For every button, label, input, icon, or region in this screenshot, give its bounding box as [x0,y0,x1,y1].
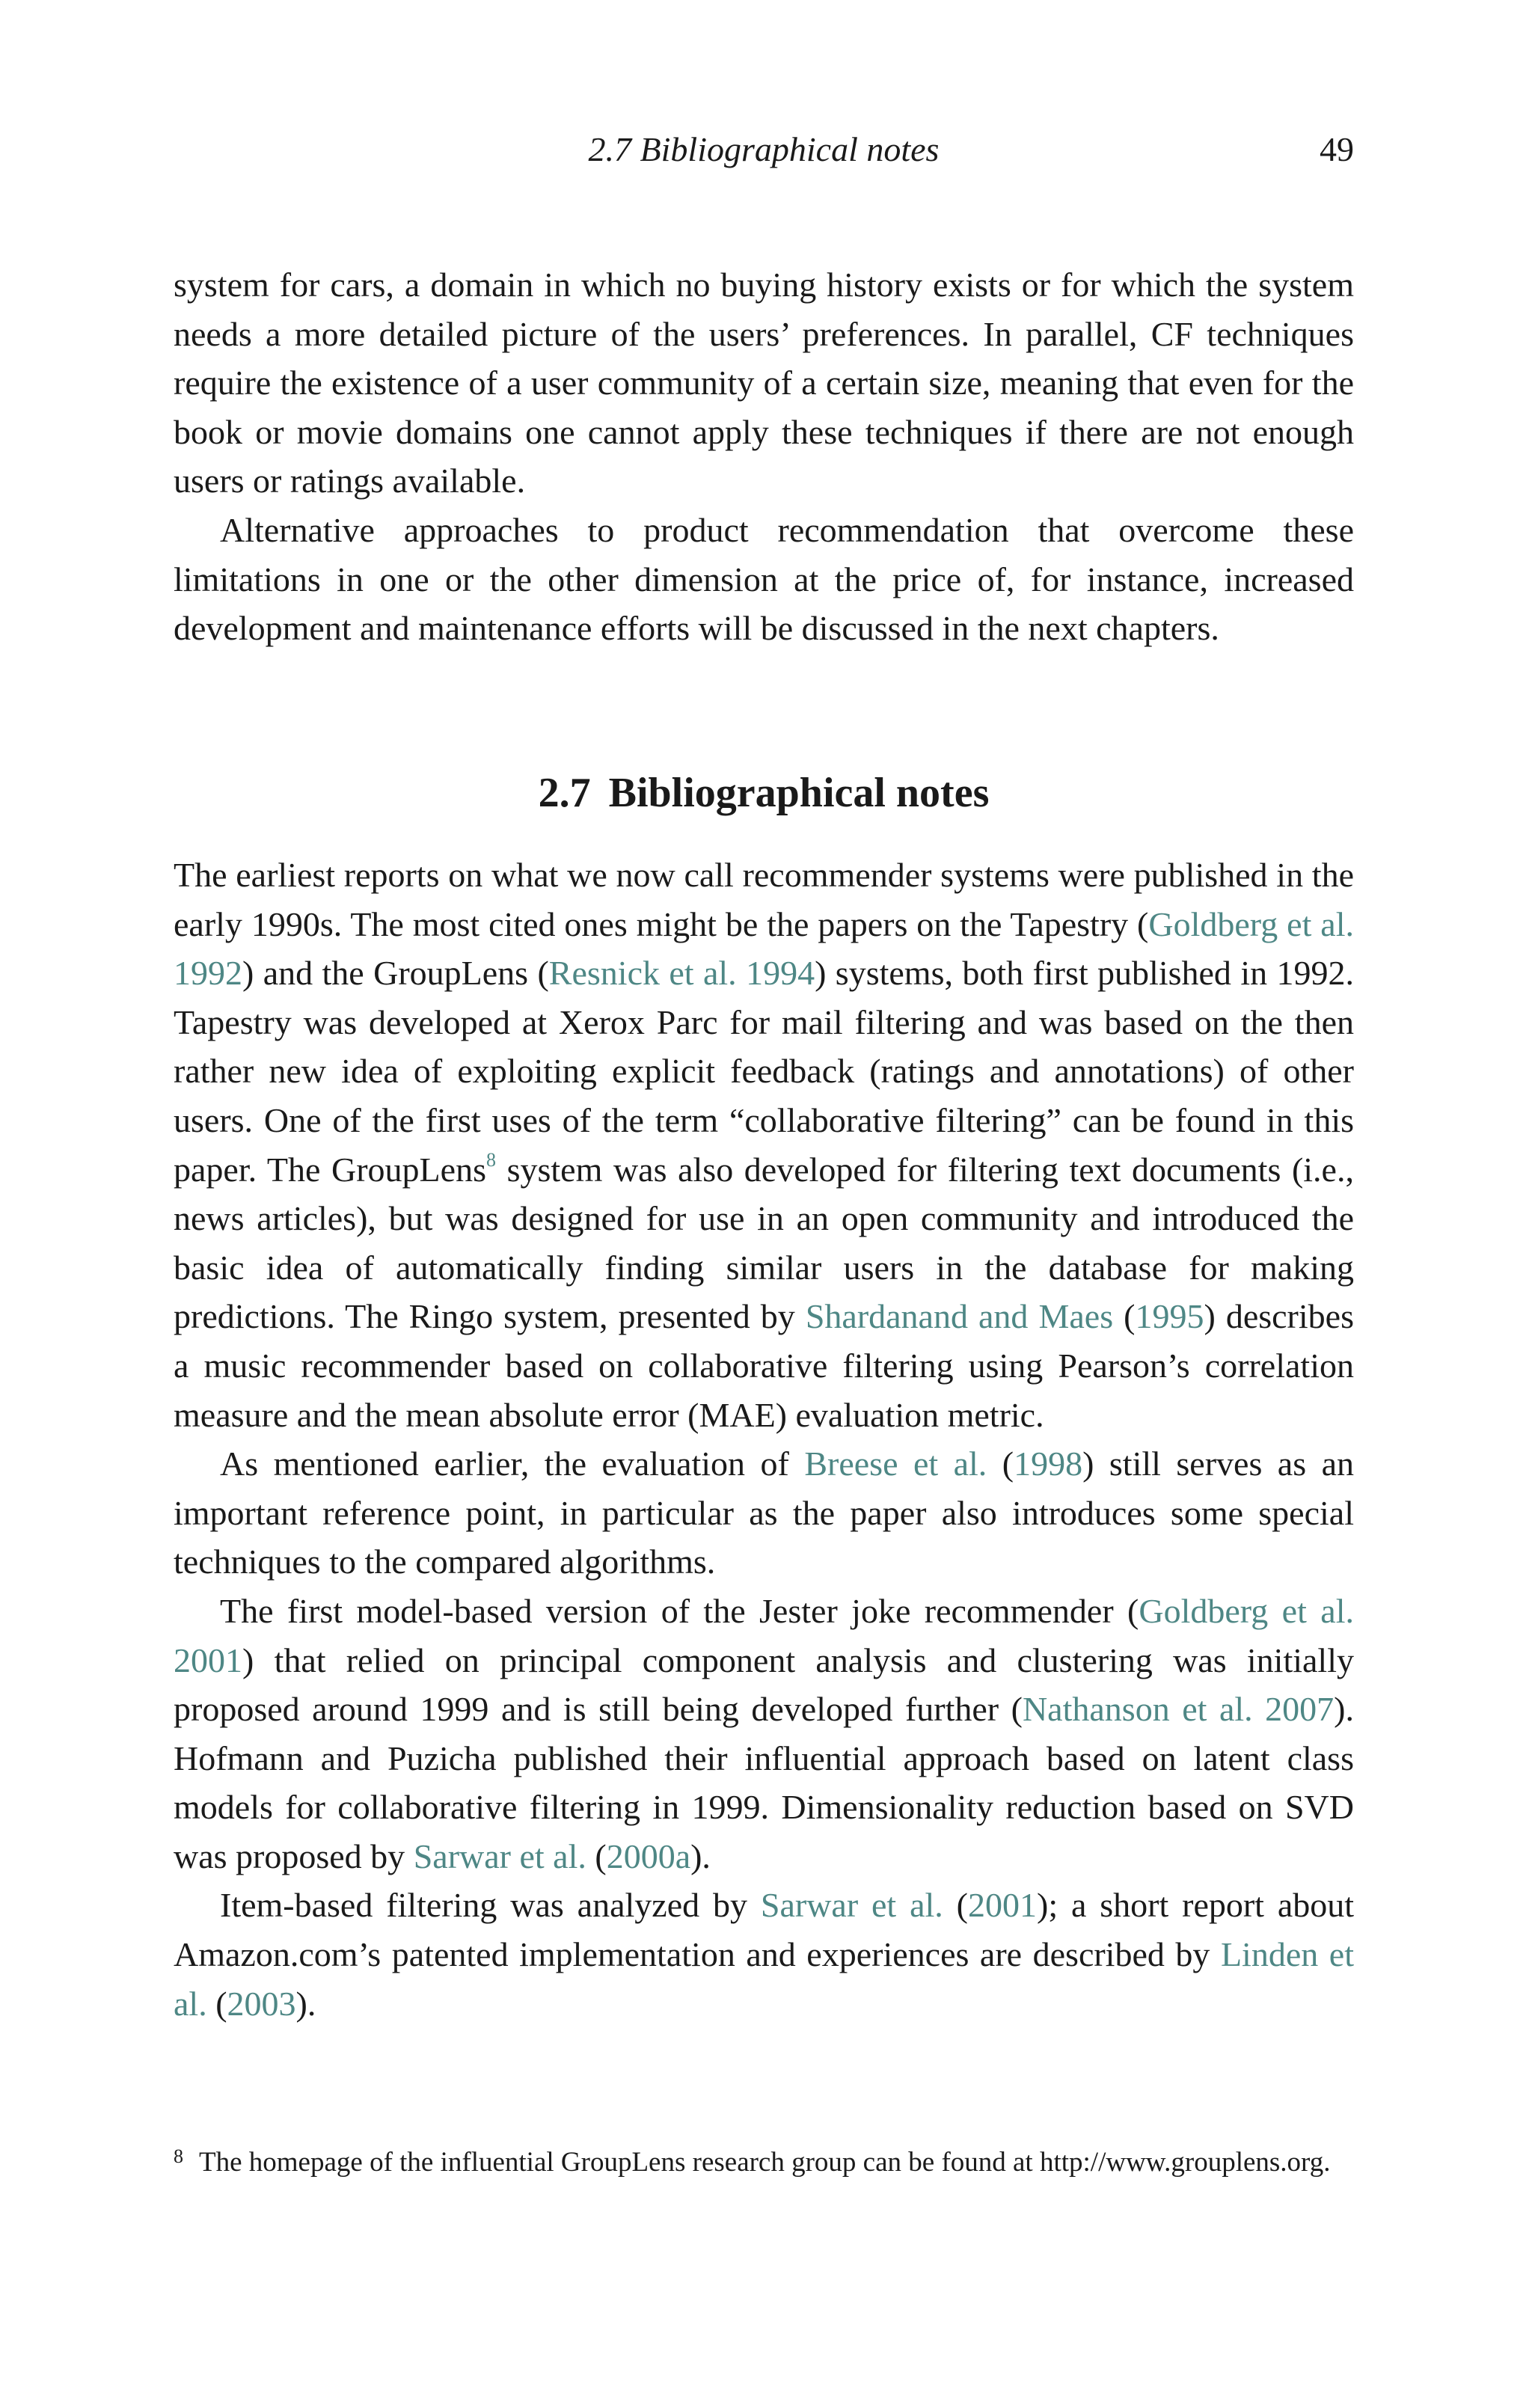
citation-link[interactable]: 1998 [1014,1445,1083,1483]
section-body [174,851,1354,2028]
footnote-marker: 8 [174,2145,183,2167]
text-run: ) that relied on principal component analysis and clustering was initially proposed around 1999 and is still being developed further ( [174,1640,1354,1729]
citation-link[interactable]: Nathanson et al. 2007 [1022,1690,1335,1729]
citation-link[interactable]: Breese et al. [804,1445,987,1483]
citation-link[interactable]: Sarwar et al. [413,1836,586,1875]
text-run: ( [943,1886,968,1925]
text-run: system was also developed for filtering text documents (i.e., news articles), but was designed for use in an open community and introduced the basic idea of automatically finding similar users in the database for making predictions. The Ringo system, presented by [174,1150,1354,1336]
running-header [174,126,1354,174]
paragraph [174,851,1354,1439]
footnote-text: The homepage of the influential GroupLens research group can be found at http://www.grouplens.org. [199,2147,1331,2178]
citation-link[interactable]: Linden et al. [174,1935,1354,2023]
paragraph: system for cars, a domain in which no buying history exists or for which the system needs a more detailed picture of the users’ preferences. In parallel, CF techniques require the existence of a user community of a certain size, meaning that even for the book or movie domains one cannot apply these techniques if there are not enough users or ratings available. [174,266,1354,500]
citation-link[interactable]: 2000a [606,1836,691,1875]
text-run: Item-based filtering was analyzed by [220,1886,761,1925]
text-run: The first model-based version of the Jester joke recommender ( [220,1591,1139,1630]
footnote [174,2144,1354,2181]
text-run: ). Hofmann and Puzicha published their influential approach based on latent class models for collaborative filtering in 1999. Dimensionality reduction based on SVD was proposed by [174,1690,1354,1875]
citation-link[interactable]: 2001 [968,1886,1037,1925]
citation-link[interactable]: Sarwar et al. [760,1886,943,1925]
citation-link[interactable]: 1995 [1135,1297,1204,1336]
citation-link[interactable]: Shardanand and Maes [805,1297,1114,1336]
citation-link[interactable]: Goldberg et al. 2001 [174,1591,1354,1679]
text-run: As mentioned earlier, the evaluation of [220,1445,805,1483]
text-run: ) systems, both first published in 1992. Tapestry was developed at Xerox Parc for mail filtering and was based on the then rather new idea of exploiting explicit feedback (ratings and annotations) of other users. One of the first uses of the term “collaborative filtering” can be found in this paper. The GroupLens [174,954,1354,1189]
citation-link[interactable]: 2003 [227,1984,296,2023]
continued-text-block [174,260,1354,653]
citation-link[interactable]: Goldberg et al. 1992 [174,904,1354,993]
section-title: Bibliographical notes [608,770,990,816]
text-run: ) describes a music recommender based on collaborative filtering using Pearson’s correlation measure and the mean absolute error (MAE) evaluation metric. [174,1297,1354,1434]
footnote-reference[interactable]: 8 [485,1148,496,1171]
text-run: ( [586,1836,607,1875]
text-run: ); a short report about Amazon.com’s patented implementation and experiences are described by [174,1886,1355,1974]
section-heading [174,763,1354,823]
paragraph: Alternative approaches to product recommendation that overcome these limitations in one or the other dimension at the price of, for instance, increased development and maintenance efforts will be discussed in the next chapters. [174,510,1354,648]
text-run: ) still serves as an important reference point, in particular as the paper also introduces some special techniques to the compared algorithms. [174,1445,1355,1581]
text-run: ( [206,1984,227,2023]
citation-link[interactable]: Resnick et al. 1994 [548,954,815,993]
text-run: ). [690,1836,711,1875]
paragraph [174,1587,1354,1881]
running-title: 2.7 Bibliographical notes [588,130,940,168]
paragraph [174,1439,1354,1587]
text-run: ( [1113,1297,1136,1336]
text-run: The earliest reports on what we now call recommender systems were published in the early 1990s. The most cited ones might be the papers on the Tapestry ( [174,856,1354,943]
text-run: ( [987,1445,1014,1483]
page-number: 49 [1320,130,1354,168]
text-run: ) and the GroupLens ( [242,954,549,993]
text-run: ). [295,1984,316,2023]
section-number: 2.7 [538,770,591,816]
paragraph [174,1881,1354,2028]
